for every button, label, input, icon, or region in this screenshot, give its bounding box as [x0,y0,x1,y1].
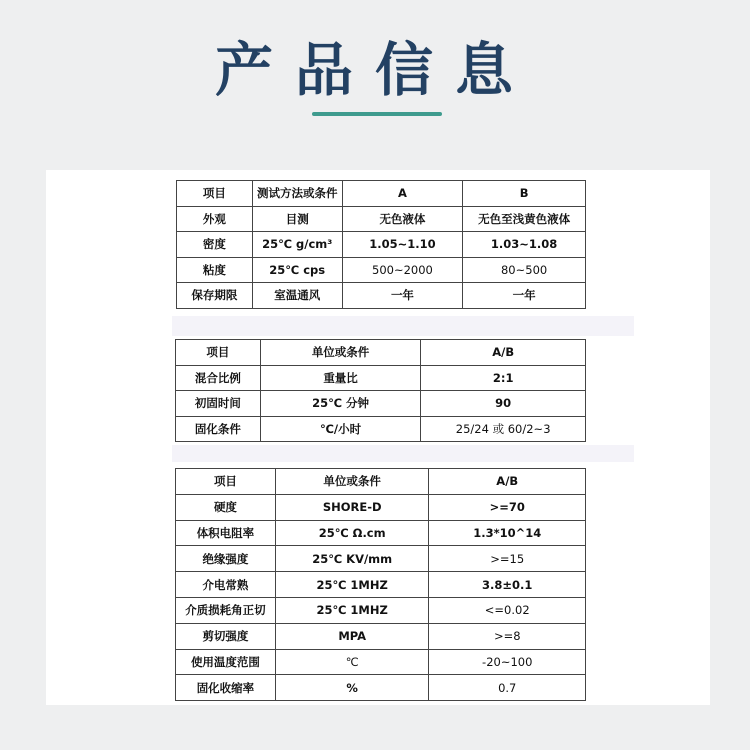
table-row [176,520,586,546]
cell-item: 介电常熟 [176,572,276,598]
table-row [176,623,586,649]
header-cell: 测试方法或条件 [252,181,342,207]
cell-item: 密度 [177,232,253,258]
table-row [177,257,586,283]
table-row [177,232,586,258]
cell-condition: MPA [275,623,429,649]
table-row [176,675,586,701]
cell-item: 硬度 [176,494,276,520]
cell-condition: % [275,675,429,701]
cell-value: >=15 [429,546,586,572]
table-header-row [176,340,586,366]
header-cell: A/B [421,340,586,366]
table-row [176,365,586,391]
cell-condition: ℃/小时 [260,416,421,442]
table-row [177,283,586,309]
cell-item: 绝缘强度 [176,546,276,572]
cell-item: 使用温度范围 [176,649,276,675]
cell-condition: 25℃ 1MHZ [275,597,429,623]
cell-item: 固化收缩率 [176,675,276,701]
cell-value-b: 一年 [463,283,586,309]
cell-condition: 重量比 [260,365,421,391]
table-row [176,597,586,623]
cell-value: 2:1 [421,365,586,391]
cell-condition: 25℃ cps [252,257,342,283]
cell-value-b: 80~500 [463,257,586,283]
table-row [176,494,586,520]
cell-condition: 目测 [252,206,342,232]
mixing-curing-table [175,339,586,442]
cell-item: 介质损耗角正切 [176,597,276,623]
cell-value-b: 无色至浅黄色液体 [463,206,586,232]
cell-value: 25/24 或 60/2~3 [421,416,586,442]
cell-condition: ℃ [275,649,429,675]
cured-properties-table [175,468,586,701]
table-row [176,546,586,572]
table-row [177,206,586,232]
cell-item: 初固时间 [176,391,261,417]
cell-value-a: 500~2000 [342,257,463,283]
table-header-row [177,181,586,207]
header-cell: A/B [429,469,586,495]
cell-value-a: 无色液体 [342,206,463,232]
table-header-row [176,469,586,495]
header-cell: 项目 [176,340,261,366]
cell-item: 混合比例 [176,365,261,391]
component-properties-table [176,180,586,309]
cell-value: 1.3*10^14 [429,520,586,546]
table-row [176,391,586,417]
cell-item: 外观 [177,206,253,232]
title-underline [312,112,442,116]
cell-value-a: 一年 [342,283,463,309]
table-row [176,572,586,598]
cell-condition: 25℃ 分钟 [260,391,421,417]
cell-condition: 室温通风 [252,283,342,309]
panel-separator [172,445,634,462]
header-cell: 单位或条件 [275,469,429,495]
cell-item: 剪切强度 [176,623,276,649]
cell-value: 0.7 [429,675,586,701]
cell-value: >=8 [429,623,586,649]
cell-condition: 25℃ Ω.cm [275,520,429,546]
header-cell: 项目 [177,181,253,207]
cell-value: -20~100 [429,649,586,675]
page-title: 产品信息 [214,36,535,104]
cell-condition: 25℃ 1MHZ [275,572,429,598]
cell-value: 90 [421,391,586,417]
cell-item: 保存期限 [177,283,253,309]
cell-condition: 25℃ KV/mm [275,546,429,572]
cell-value: <=0.02 [429,597,586,623]
header-cell: 项目 [176,469,276,495]
table-row [176,416,586,442]
cell-value: >=70 [429,494,586,520]
cell-item: 体积电阻率 [176,520,276,546]
cell-item: 固化条件 [176,416,261,442]
panel-separator [172,316,634,336]
cell-item: 粘度 [177,257,253,283]
table-row [176,649,586,675]
cell-value: 3.8±0.1 [429,572,586,598]
cell-value-b: 1.03~1.08 [463,232,586,258]
header-cell: A [342,181,463,207]
header-cell: 单位或条件 [260,340,421,366]
cell-condition: 25℃ g/cm³ [252,232,342,258]
cell-condition: SHORE-D [275,494,429,520]
cell-value-a: 1.05~1.10 [342,232,463,258]
header-cell: B [463,181,586,207]
